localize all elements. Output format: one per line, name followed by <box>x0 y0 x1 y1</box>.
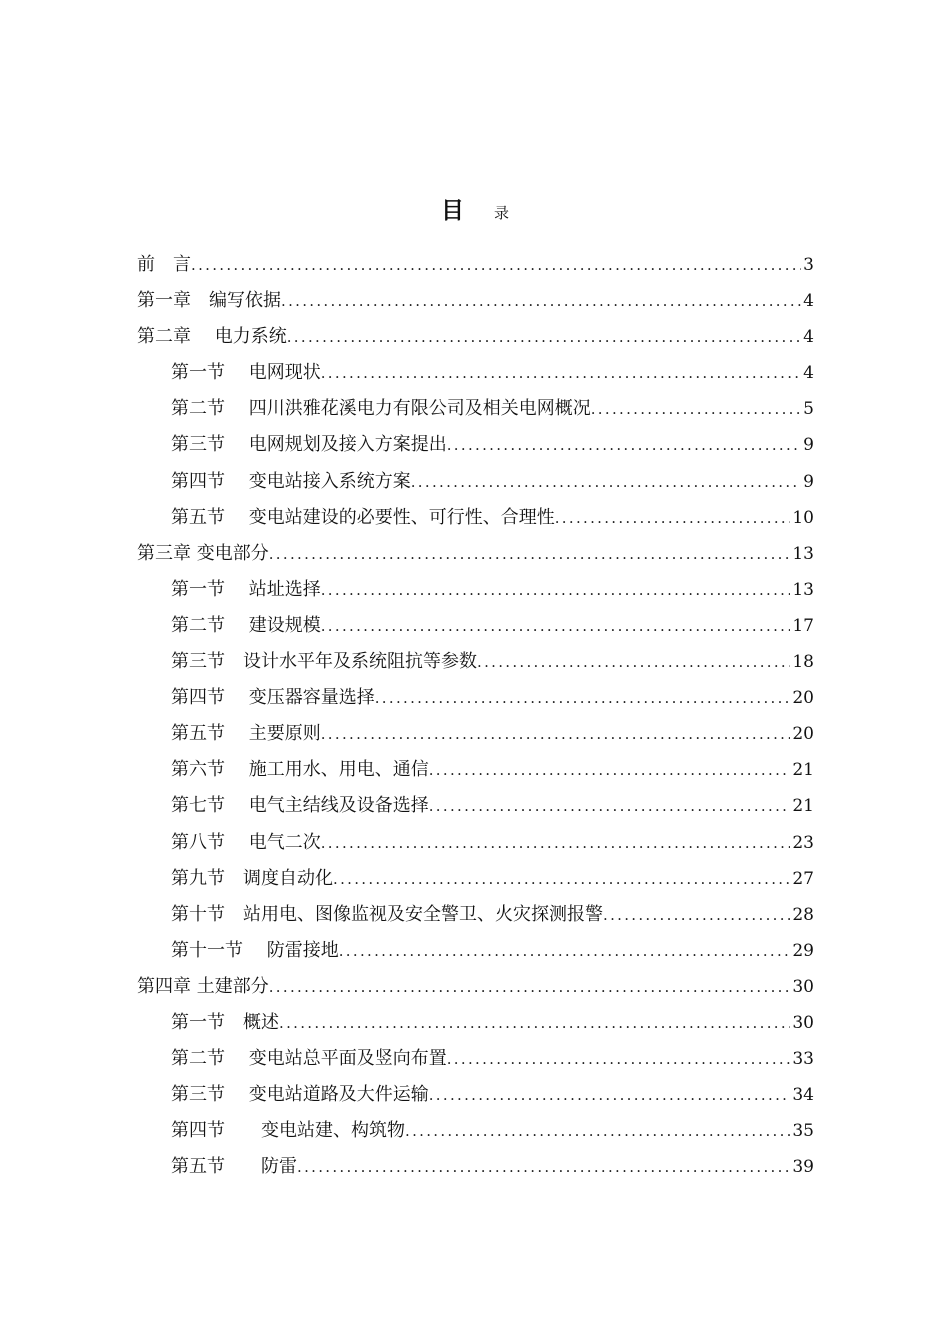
toc-entry-label: 第十一节 防雷接地 <box>171 939 339 961</box>
toc-entry-page: 4 <box>803 363 814 384</box>
toc-entry-page: 29 <box>792 940 814 961</box>
toc-dot-leader <box>375 680 791 716</box>
toc-entry[interactable] <box>137 716 814 752</box>
toc-entry-label: 第二节 四川洪雅花溪电力有限公司及相关电网概况 <box>171 398 591 420</box>
toc-entry[interactable] <box>137 500 814 536</box>
toc-entry-page: 21 <box>792 796 814 817</box>
toc-entry[interactable] <box>137 1113 814 1149</box>
toc-entry[interactable] <box>137 355 814 391</box>
toc-entry-page: 20 <box>792 724 814 745</box>
toc-entry-label: 第六节 施工用水、用电、通信 <box>171 759 429 781</box>
toc-entry[interactable] <box>137 788 814 824</box>
toc-entry-page: 13 <box>792 579 814 600</box>
toc-dot-leader <box>555 500 791 536</box>
toc-dot-leader <box>591 391 801 427</box>
toc-entry-label: 第一节 概述 <box>171 1011 279 1033</box>
toc-entry[interactable] <box>137 644 814 680</box>
toc-entry-label: 第四节 变电站接入系统方案 <box>171 470 411 492</box>
toc-entry-page: 34 <box>792 1085 814 1106</box>
toc-entry-label: 第四章 土建部分 <box>137 975 269 997</box>
table-of-contents <box>137 247 814 1185</box>
toc-entry-label: 第三节 设计水平年及系统阻抗等参数 <box>171 651 477 673</box>
toc-entry-label: 第一节 站址选择 <box>171 578 321 600</box>
toc-entry-page: 33 <box>792 1049 814 1070</box>
toc-entry[interactable] <box>137 680 814 716</box>
toc-entry-page: 9 <box>803 471 814 492</box>
toc-dot-leader <box>191 247 801 283</box>
toc-entry-label: 第三节 变电站道路及大件运输 <box>171 1084 429 1106</box>
toc-entry[interactable] <box>137 427 814 463</box>
toc-entry-page: 23 <box>792 832 814 853</box>
toc-dot-leader <box>447 427 801 463</box>
toc-entry-page: 10 <box>792 507 814 528</box>
toc-title-char-1: 目 <box>440 197 464 224</box>
toc-entry-page: 3 <box>803 255 814 275</box>
toc-dot-leader <box>321 716 791 752</box>
toc-entry[interactable] <box>137 247 814 283</box>
toc-entry[interactable] <box>137 464 814 500</box>
toc-entry-page: 30 <box>792 976 814 997</box>
toc-dot-leader <box>321 825 791 861</box>
toc-entry[interactable] <box>137 861 814 897</box>
toc-dot-leader <box>279 1005 790 1041</box>
toc-entry-page: 4 <box>803 327 814 348</box>
toc-entry[interactable] <box>137 1077 814 1113</box>
toc-entry-label: 第二章 电力系统 <box>137 326 287 348</box>
toc-entry-label: 第三节 电网规划及接入方案提出 <box>171 434 447 456</box>
toc-entry-label: 第四节 变压器容量选择 <box>171 687 375 709</box>
toc-entry-label: 前 言 <box>137 254 191 275</box>
toc-entry-page: 27 <box>792 868 814 889</box>
toc-entry-label: 第二节 建设规模 <box>171 614 321 636</box>
toc-dot-leader <box>297 1149 790 1185</box>
toc-dot-leader <box>321 355 801 391</box>
toc-dot-leader <box>447 1041 791 1077</box>
toc-entry-label: 第三章 变电部分 <box>137 542 269 564</box>
toc-title-char-2: 录 <box>493 204 509 222</box>
toc-entry[interactable] <box>137 1041 814 1077</box>
toc-entry[interactable] <box>137 1005 814 1041</box>
toc-entry[interactable] <box>137 752 814 788</box>
toc-dot-leader <box>321 572 791 608</box>
toc-entry-label: 第四节 变电站建、构筑物 <box>171 1120 405 1142</box>
toc-entry-label: 第八节 电气二次 <box>171 831 321 853</box>
toc-entry-label: 第一节 电网现状 <box>171 362 321 384</box>
toc-entry-label: 第一章 编写依据 <box>137 290 281 312</box>
toc-entry-page: 17 <box>792 615 814 636</box>
toc-dot-leader <box>333 861 790 897</box>
toc-dot-leader <box>269 536 791 572</box>
toc-entry[interactable] <box>137 319 814 355</box>
toc-entry[interactable] <box>137 283 814 319</box>
toc-entry[interactable] <box>137 391 814 427</box>
toc-dot-leader <box>429 788 791 824</box>
toc-entry-label: 第五节 防雷 <box>171 1156 297 1178</box>
toc-entry[interactable] <box>137 897 814 933</box>
toc-entry-page: 21 <box>792 760 814 781</box>
toc-entry-page: 18 <box>792 652 814 673</box>
toc-entry-page: 28 <box>792 904 814 925</box>
toc-dot-leader <box>339 933 791 969</box>
toc-entry[interactable] <box>137 825 814 861</box>
toc-entry-page: 35 <box>792 1121 814 1142</box>
toc-entry[interactable] <box>137 1149 814 1185</box>
toc-dot-leader <box>411 464 801 500</box>
toc-entry-page: 4 <box>803 291 814 312</box>
toc-entry-page: 39 <box>792 1157 814 1178</box>
toc-dot-leader <box>429 1077 791 1113</box>
toc-entry[interactable] <box>137 536 814 572</box>
toc-entry[interactable] <box>137 969 814 1005</box>
toc-entry-label: 第五节 主要原则 <box>171 723 321 745</box>
toc-entry-page: 5 <box>803 399 814 420</box>
toc-entry-label: 第七节 电气主结线及设备选择 <box>171 795 429 817</box>
toc-dot-leader <box>281 283 801 319</box>
toc-dot-leader <box>477 644 790 680</box>
toc-dot-leader <box>603 897 790 933</box>
toc-dot-leader <box>429 752 791 788</box>
toc-entry-page: 20 <box>792 688 814 709</box>
toc-dot-leader <box>287 319 801 355</box>
toc-entry-page: 30 <box>792 1012 814 1033</box>
toc-dot-leader <box>269 969 791 1005</box>
toc-entry[interactable] <box>137 572 814 608</box>
toc-entry-label: 第二节 变电站总平面及竖向布置 <box>171 1048 447 1070</box>
toc-dot-leader <box>405 1113 790 1149</box>
toc-entry[interactable] <box>137 933 814 969</box>
toc-entry-label: 第十节 站用电、图像监视及安全警卫、火灾探测报警 <box>171 903 603 925</box>
toc-entry-page: 9 <box>803 435 814 456</box>
toc-title <box>0 196 950 228</box>
toc-entry-page: 13 <box>792 543 814 564</box>
toc-entry-label: 第九节 调度自动化 <box>171 867 333 889</box>
toc-dot-leader <box>321 608 791 644</box>
toc-entry-label: 第五节 变电站建设的必要性、可行性、合理性 <box>171 506 555 528</box>
toc-entry[interactable] <box>137 608 814 644</box>
